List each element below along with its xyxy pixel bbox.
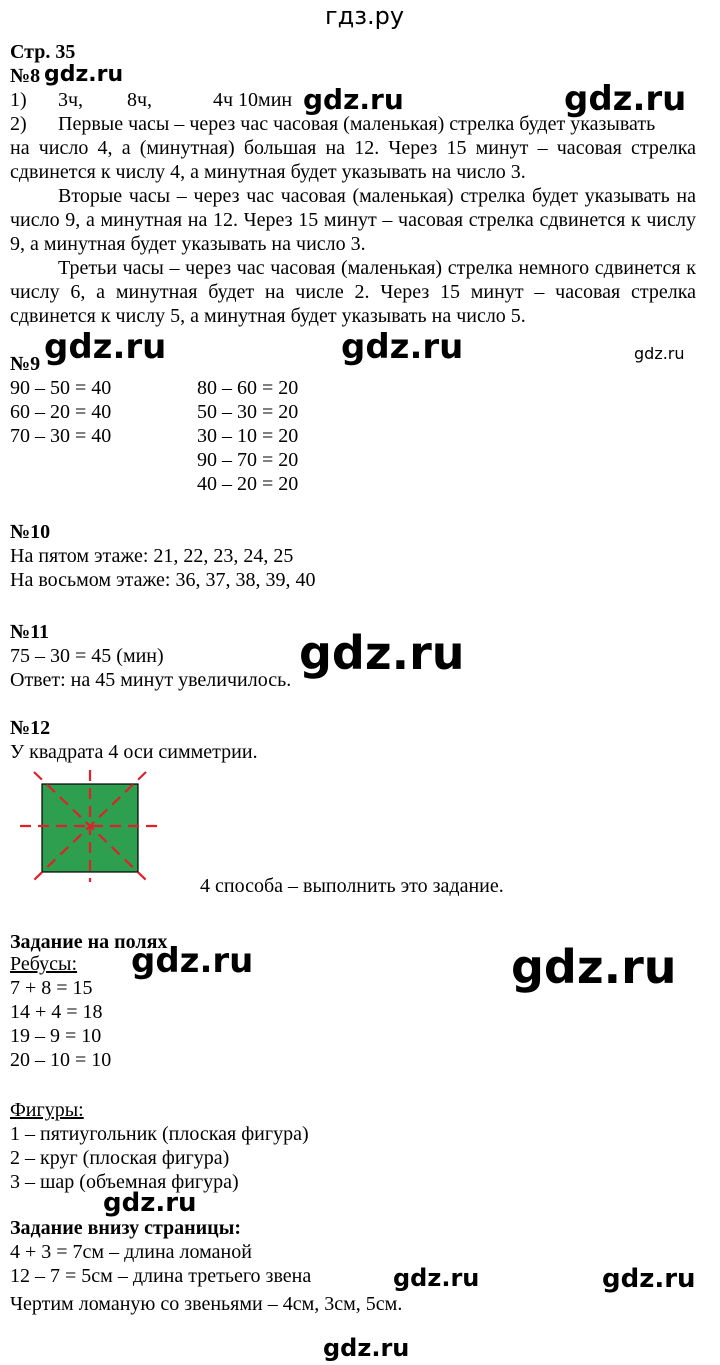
- watermark: gdz.ru: [564, 79, 687, 119]
- task-11-answer: Ответ: на 45 минут увеличилось.: [10, 669, 292, 691]
- task-8-first-clock-text: на число 4, а (минутная) большая на 12. Через 15 минут – часовая стрелка сдвинется к числу 4, а минутная будет указывать на число 3.: [10, 137, 696, 183]
- watermark: gdz.ru: [341, 327, 464, 367]
- task-8-item-1-number: 1): [10, 89, 27, 111]
- bottom-task-line: Чертим ломаную со звеньями – 4см, 3см, 5см.: [10, 1293, 403, 1315]
- rebus-equation: 7 + 8 = 15: [10, 977, 93, 999]
- task-11-equation: 75 – 30 = 45 (мин): [10, 645, 164, 667]
- figures-label: Фигуры:: [10, 1099, 84, 1121]
- equation: 40 – 20 = 20: [197, 473, 299, 495]
- figure-item: 2 – круг (плоская фигура): [10, 1147, 230, 1169]
- rebus-equation: 20 – 10 = 10: [10, 1049, 112, 1071]
- task-12-text: У квадрата 4 оси симметрии.: [10, 741, 258, 763]
- task-8-third-clock-text: Третьи часы – через час часовая (маленькая) стрелка немного сдвинется к числу 6, а минутная будет на числе 2. Через 15 минут – часовая стрелка сдвинется к числу 5, а минутная будет указывать на число 5.: [10, 257, 696, 327]
- equation: 70 – 30 = 40: [10, 425, 112, 447]
- equation: 80 – 60 = 20: [197, 377, 299, 399]
- watermark: gdz.ru: [44, 327, 167, 367]
- watermark: gdz.ru: [131, 941, 254, 981]
- task-10-title: №10: [10, 521, 51, 543]
- watermark: gdz.ru: [299, 626, 465, 680]
- bottom-task-line: 12 – 7 = 5см – длина третьего звена: [10, 1265, 312, 1287]
- task-8-title: №8: [10, 65, 41, 87]
- task-10-line: На пятом этаже: 21, 22, 23, 24, 25: [10, 545, 294, 567]
- bottom-task-title: Задание внизу страницы:: [10, 1217, 241, 1239]
- task-11-title: №11: [10, 621, 49, 643]
- watermark: gdz.ru: [634, 344, 685, 363]
- rebus-label: Ребусы:: [10, 953, 78, 975]
- task-10-line: На восьмом этаже: 36, 37, 38, 39, 40: [10, 569, 316, 591]
- rebus-equation: 14 + 4 = 18: [10, 1001, 103, 1023]
- margin-task-title: Задание на полях: [10, 931, 168, 953]
- task-8-answer-3: 4ч 10мин: [213, 89, 293, 111]
- equation: 50 – 30 = 20: [197, 401, 299, 423]
- watermark: gdz.ru: [511, 940, 677, 994]
- equation: 30 – 10 = 20: [197, 425, 299, 447]
- task-8-item-2-number: 2): [10, 113, 27, 135]
- square-symmetry-figure: [20, 770, 162, 882]
- figure-item: 3 – шар (объемная фигура): [10, 1171, 239, 1193]
- task-8-answer-1: 3ч,: [58, 89, 84, 111]
- equation: 60 – 20 = 40: [10, 401, 112, 423]
- task-8-first-clock-line: Первые часы – через час часовая (маленькая) стрелка будет указывать: [58, 113, 656, 135]
- figure-item: 1 – пятиугольник (плоская фигура): [10, 1123, 309, 1145]
- task-8-second-clock-text: Вторые часы – через час часовая (маленькая) стрелка будет указывать на число 9, а минутная на 12. Через 15 минут – часовая стрелка сдвинется к числу 9, а минутная будет указывать на число 3.: [10, 185, 696, 255]
- task-12-title: №12: [10, 717, 51, 739]
- bottom-task-line: 4 + 3 = 7см – длина ломаной: [10, 1241, 252, 1263]
- rebus-equation: 19 – 9 = 10: [10, 1025, 102, 1047]
- task-8-answer-2: 8ч,: [127, 89, 153, 111]
- site-header: гдз.ру: [325, 2, 405, 30]
- watermark: gdz.ru: [303, 83, 404, 116]
- watermark: gdz.ru: [602, 1264, 696, 1294]
- watermark: gdz.ru: [44, 62, 124, 87]
- equation: 90 – 70 = 20: [197, 449, 299, 471]
- watermark: gdz.ru: [103, 1188, 197, 1218]
- watermark: gdz.ru: [393, 1264, 480, 1292]
- page-reference: Стр. 35: [10, 41, 76, 63]
- task-9-title: №9: [10, 353, 41, 375]
- footer-watermark: gdz.ru: [323, 1334, 410, 1362]
- task-12-caption: 4 способа – выполнить это задание.: [200, 875, 504, 897]
- equation: 90 – 50 = 40: [10, 377, 112, 399]
